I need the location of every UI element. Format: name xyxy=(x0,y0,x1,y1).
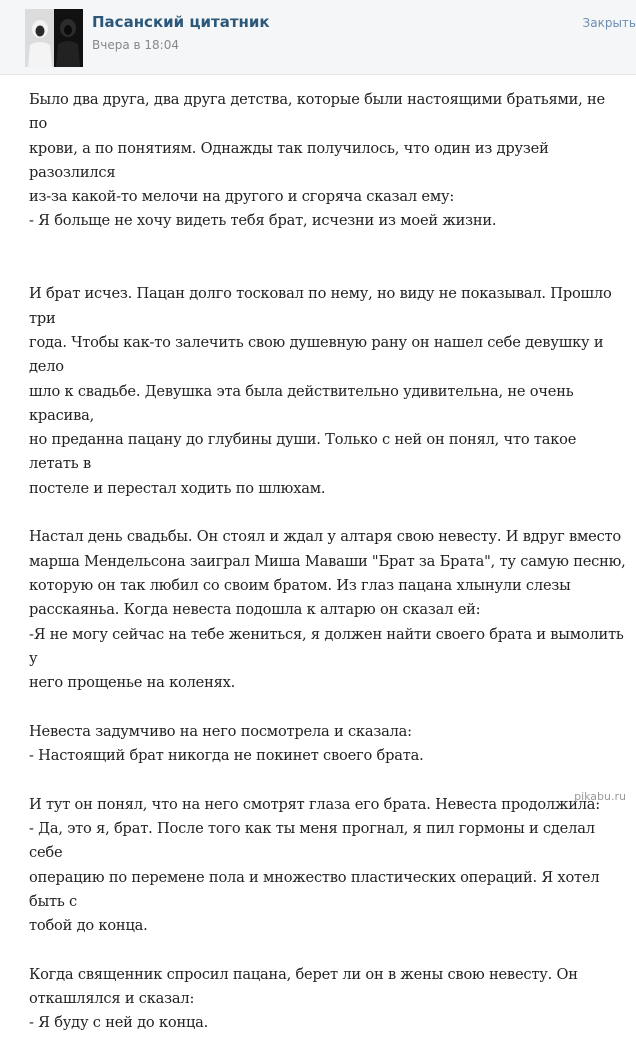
avatar-image xyxy=(25,9,83,67)
group-avatar[interactable] xyxy=(25,9,83,67)
post-paragraph-2: И брат исчез. Пацан долго тосковал по нему, но виду не показывал. Прошло три года. Чтобы как-то залечить свою душевную рану он нашел себе девушку и дело шло к свадьбе. Девушка эта была действительно удивительна, не очень красива, но преданна пацану до глубины души. Только с ней он понял, что такое летать в постеле и перестал ходить по шлюхам. xyxy=(29,285,612,497)
site-watermark: pikabu.ru xyxy=(574,790,626,803)
post-header xyxy=(0,0,636,75)
post-paragraph-5: И тут он понял, что на него смотрят глаза его брата. Невеста продолжила: - Да, это я, брат. После того как ты меня прогнал, я пил гормоны и сделал себе операцию по перемене пола и множество пластических операций. Я хотел быть с тобой до конца. xyxy=(29,795,601,935)
post-paragraph-1: Было два друга, два друга детства, которые были настоящими братьями, не по крови, а по понятиям. Однажды так получилось, что один из друзей разозлился из-за какой-то мелочи на другого и сгоряча сказал ему: - Я больще не хочу видеть тебя брат, исчезни из моей жизни. xyxy=(29,91,605,230)
post-text xyxy=(29,88,627,1060)
close-link[interactable]: Закрыть xyxy=(582,16,636,30)
group-name-link[interactable]: Пасанский цитатник xyxy=(92,13,270,31)
post-timestamp[interactable]: Вчера в 18:04 xyxy=(92,38,179,52)
post-paragraph-6: Когда священник спросил пацана, берет ли он в жены свою невесту. Он откашлялся и сказал: - Я буду с ней до конца. xyxy=(29,965,578,1032)
post-paragraph-3: Настал день свадьбы. Он стоял и ждал у алтаря свою невесту. И вдруг вместо марша Мендельсона заиграл Миша Маваши "Брат за Брата", ту самую песню, которую он так любил со своим братом. Из глаз пацана хлынули слезы расскаяньа. Когда невеста подошла к алтарю он сказал ей: -Я не могу сейчас на тебе жениться, я должен найти своего брата и вымолить у него прощенье на коленях. xyxy=(29,528,626,692)
post-paragraph-4: Невеста задумчиво на него посмотрела и сказала: - Настоящий брат никогда не покинет своего брата. xyxy=(29,722,424,765)
